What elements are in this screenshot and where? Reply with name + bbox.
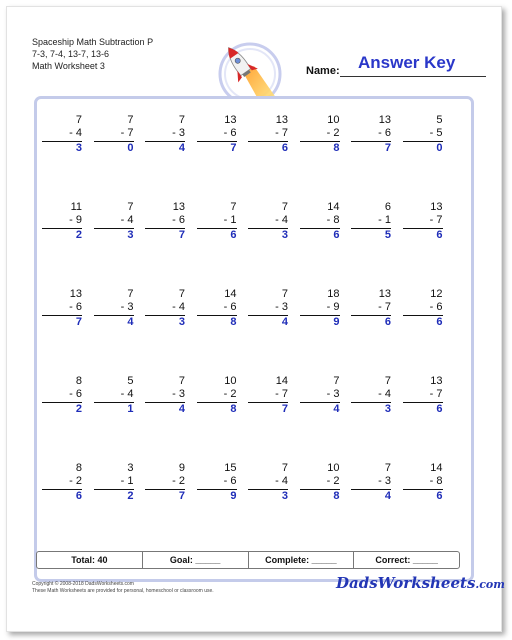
subtrahend: - 6: [403, 301, 443, 316]
problems-grid: [34, 110, 474, 540]
minuend: 11: [70, 201, 82, 213]
subtrahend: - 6: [42, 388, 82, 403]
problem: [145, 288, 185, 329]
minuend: 7: [384, 375, 391, 387]
answer: 7: [230, 142, 237, 154]
subtrahend: - 3: [351, 475, 391, 490]
subtrahend: - 9: [42, 214, 82, 229]
problem: [300, 462, 340, 503]
answer: 6: [436, 490, 443, 502]
logo-suffix: .com: [475, 578, 505, 591]
minuend: 7: [230, 201, 237, 213]
subtrahend: - 3: [300, 388, 340, 403]
answer: 6: [230, 229, 237, 241]
answer: 4: [281, 316, 288, 328]
problem: [197, 462, 237, 503]
minuend: 13: [224, 114, 237, 126]
score-bar: [36, 551, 460, 569]
problem: [300, 288, 340, 329]
subtrahend: - 5: [403, 127, 443, 142]
answer: 7: [178, 229, 185, 241]
subtrahend: - 7: [403, 388, 443, 403]
problem: [248, 462, 288, 503]
subtrahend: - 4: [248, 214, 288, 229]
minuend: 7: [281, 288, 288, 300]
subtrahend: - 4: [248, 475, 288, 490]
problem: [248, 288, 288, 329]
minuend: 7: [384, 462, 391, 474]
answer: 9: [333, 316, 340, 328]
problem: [248, 375, 288, 416]
problem: [145, 462, 185, 503]
minuend: 18: [327, 288, 340, 300]
subtrahend: - 1: [351, 214, 391, 229]
subtrahend: - 3: [248, 301, 288, 316]
problem: [351, 288, 391, 329]
minuend: 13: [378, 288, 391, 300]
answer: 8: [333, 490, 340, 502]
problem: [351, 462, 391, 503]
subtrahend: - 7: [351, 301, 391, 316]
answer: 4: [333, 403, 340, 415]
answer: 4: [384, 490, 391, 502]
answer: 9: [230, 490, 237, 502]
answer: 3: [384, 403, 391, 415]
subtrahend: - 2: [300, 127, 340, 142]
subtrahend: - 3: [94, 301, 134, 316]
problem: [197, 288, 237, 329]
minuend: 8: [75, 375, 82, 387]
answer: 7: [281, 403, 288, 415]
problem: [42, 114, 82, 155]
minuend: 14: [430, 462, 443, 474]
problem: [42, 288, 82, 329]
problem: [94, 288, 134, 329]
answer: 2: [75, 229, 82, 241]
subtrahend: - 7: [403, 214, 443, 229]
answer: 2: [127, 490, 134, 502]
subtrahend: - 8: [300, 214, 340, 229]
subtrahend: - 9: [300, 301, 340, 316]
logo-main: DadsWorksheets: [336, 574, 476, 592]
score-correct: Correct: _____: [375, 555, 438, 565]
answer: 7: [178, 490, 185, 502]
answer: 4: [127, 316, 134, 328]
minuend: 13: [69, 288, 82, 300]
minuend: 13: [172, 201, 185, 213]
minuend: 7: [127, 114, 134, 126]
minuend: 10: [327, 114, 340, 126]
subtrahend: - 2: [42, 475, 82, 490]
problem: [403, 114, 443, 155]
answer-key-label: Answer Key: [358, 53, 456, 72]
problem: [94, 201, 134, 242]
minuend: 7: [75, 114, 82, 126]
subtrahend: - 3: [145, 127, 185, 142]
answer: 7: [384, 142, 391, 154]
score-complete: Complete: _____: [249, 552, 355, 568]
problem: [248, 114, 288, 155]
subtrahend: - 4: [145, 301, 185, 316]
answer: 7: [75, 316, 82, 328]
answer: 6: [384, 316, 391, 328]
answer: 3: [75, 142, 82, 154]
worksheet-number: Math Worksheet 3: [32, 61, 105, 71]
answer: 3: [127, 229, 134, 241]
minuend: 10: [327, 462, 340, 474]
minuend: 7: [178, 288, 185, 300]
answer: 6: [436, 229, 443, 241]
answer: 6: [75, 490, 82, 502]
answer: 0: [127, 142, 134, 154]
minuend: 13: [430, 201, 443, 213]
minuend: 7: [333, 375, 340, 387]
problem: [351, 375, 391, 416]
subtrahend: - 1: [94, 475, 134, 490]
subtrahend: - 4: [42, 127, 82, 142]
answer: 8: [230, 403, 237, 415]
problem: [403, 462, 443, 503]
problem: [42, 201, 82, 242]
subtrahend: - 7: [94, 127, 134, 142]
minuend: 5: [436, 114, 443, 126]
answer: 4: [178, 142, 185, 154]
name-underline: [340, 76, 486, 77]
problem: [248, 201, 288, 242]
problem: [145, 114, 185, 155]
dadsworksheets-logo: [336, 574, 505, 592]
answer: 3: [281, 490, 288, 502]
problem: [300, 201, 340, 242]
problem: [145, 375, 185, 416]
minuend: 7: [127, 288, 134, 300]
answer: 6: [436, 403, 443, 415]
subtrahend: - 4: [94, 214, 134, 229]
subtrahend: - 6: [42, 301, 82, 316]
subtrahend: - 6: [197, 127, 237, 142]
problem: [42, 462, 82, 503]
name-label: Name:: [306, 65, 340, 77]
problem: [403, 375, 443, 416]
answer: 1: [127, 403, 134, 415]
subtrahend: - 8: [403, 475, 443, 490]
subtrahend: - 7: [248, 127, 288, 142]
score-total: Total: 40: [37, 552, 143, 568]
answer: 8: [230, 316, 237, 328]
minuend: 15: [224, 462, 237, 474]
answer: 2: [75, 403, 82, 415]
problem: [351, 201, 391, 242]
minuend: 7: [281, 201, 288, 213]
minuend: 6: [384, 201, 391, 213]
worksheet-title: Spaceship Math Subtraction P: [32, 37, 154, 47]
answer: 5: [384, 229, 391, 241]
problem: [403, 288, 443, 329]
minuend: 14: [224, 288, 237, 300]
answer: 6: [436, 316, 443, 328]
problem: [403, 201, 443, 242]
subtrahend: - 1: [197, 214, 237, 229]
minuend: 3: [127, 462, 134, 474]
minuend: 13: [430, 375, 443, 387]
problem: [300, 375, 340, 416]
score-goal: Goal: _____: [143, 552, 249, 568]
worksheet-header: [32, 36, 153, 72]
worksheet-facts: 7-3, 7-4, 13-7, 13-6: [32, 49, 110, 59]
answer: 0: [436, 142, 443, 154]
problem: [145, 201, 185, 242]
problem: [351, 114, 391, 155]
minuend: 7: [178, 375, 185, 387]
minuend: 7: [281, 462, 288, 474]
subtrahend: - 2: [197, 388, 237, 403]
subtrahend: - 2: [145, 475, 185, 490]
subtrahend: - 7: [248, 388, 288, 403]
problem: [94, 462, 134, 503]
problem: [94, 375, 134, 416]
subtrahend: - 4: [94, 388, 134, 403]
answer: 3: [281, 229, 288, 241]
problem: [197, 201, 237, 242]
answer: 8: [333, 142, 340, 154]
subtrahend: - 4: [351, 388, 391, 403]
minuend: 14: [327, 201, 340, 213]
subtrahend: - 6: [351, 127, 391, 142]
problem: [300, 114, 340, 155]
problem: [197, 375, 237, 416]
name-field: [306, 55, 486, 79]
problem: [197, 114, 237, 155]
minuend: 10: [224, 375, 237, 387]
usage-notice: These Math Worksheets are provided for personal, homeschool or classroom use.: [32, 588, 214, 594]
minuend: 5: [127, 375, 134, 387]
minuend: 8: [75, 462, 82, 474]
minuend: 13: [378, 114, 391, 126]
subtrahend: - 6: [197, 475, 237, 490]
answer: 6: [281, 142, 288, 154]
subtrahend: - 3: [145, 388, 185, 403]
minuend: 14: [275, 375, 288, 387]
footer-text: [32, 581, 214, 595]
subtrahend: - 6: [197, 301, 237, 316]
problem: [94, 114, 134, 155]
answer: 3: [178, 316, 185, 328]
subtrahend: - 2: [300, 475, 340, 490]
subtrahend: - 6: [145, 214, 185, 229]
copyright-text: Copyright © 2008-2018 DadsWorksheets.com: [32, 581, 134, 587]
minuend: 7: [127, 201, 134, 213]
minuend: 12: [430, 288, 443, 300]
answer: 6: [333, 229, 340, 241]
answer: 4: [178, 403, 185, 415]
minuend: 9: [178, 462, 185, 474]
problem: [42, 375, 82, 416]
minuend: 7: [178, 114, 185, 126]
minuend: 13: [275, 114, 288, 126]
